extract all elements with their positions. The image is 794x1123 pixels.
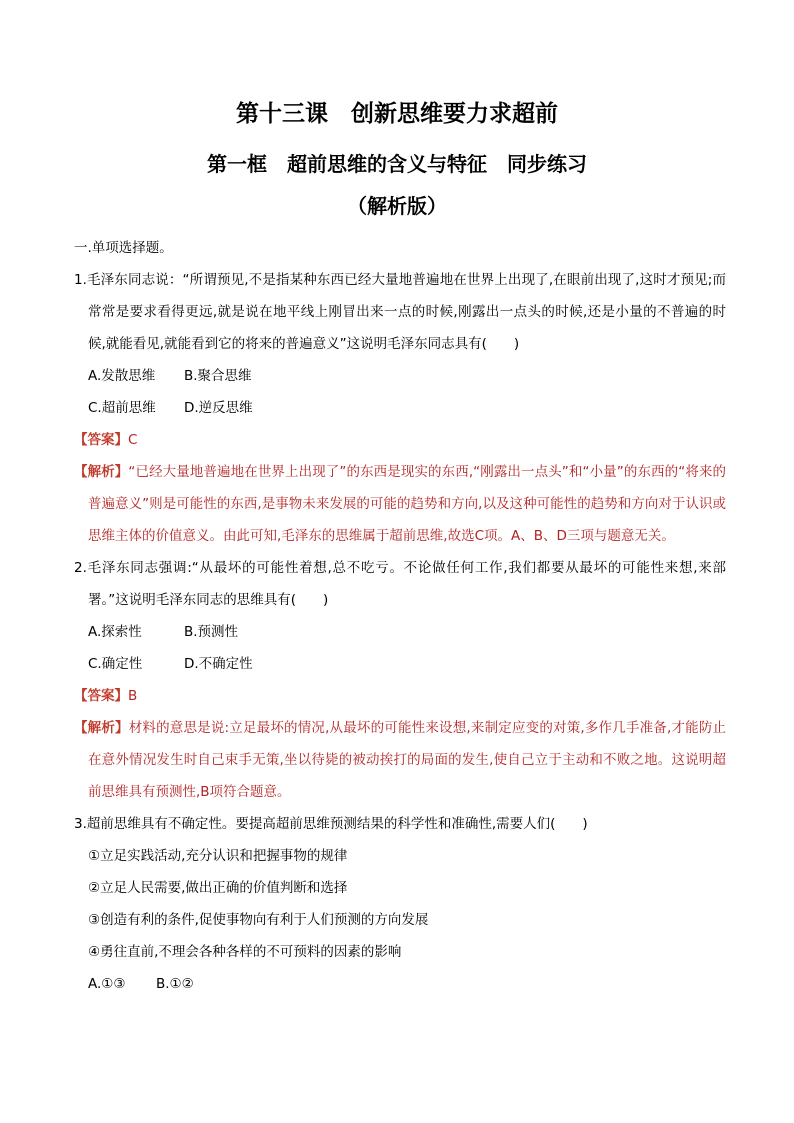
option-d: D.逆反思维 xyxy=(184,400,253,416)
options-row xyxy=(74,968,726,1000)
explanation-text: 材料的意思是说:立足最坏的情况,从最坏的可能性来设想,来制定应变的对策,多作几手准备,才能防止在意外情况发生时自己束手无策,坐以待毙的被动挨打的局面的发生,使自己立于主动和不败之地。这说明超前思维具有预测性,B项符合题意。 xyxy=(88,720,727,800)
option-a: A.①③ xyxy=(88,976,126,992)
answer-value: B xyxy=(128,688,138,704)
question-2 xyxy=(74,552,726,808)
options-row xyxy=(74,648,726,680)
option-b: B.预测性 xyxy=(184,624,239,640)
explanation-label: 【解析】 xyxy=(74,464,129,480)
answer-value: C xyxy=(128,432,138,448)
statement-item: ④勇往直前,不理会各种各样的不可预料的因素的影响 xyxy=(88,944,402,960)
explanation-label: 【解析】 xyxy=(74,720,129,736)
question-3 xyxy=(74,808,726,1000)
question-stem: 3.超前思维具有不确定性。要提高超前思维预测结果的科学性和准确性,需要人们( ) xyxy=(74,816,588,832)
option-d: D.不确定性 xyxy=(184,656,253,672)
options-row xyxy=(74,616,726,648)
statement-item: ③创造有利的条件,促使事物向有利于人们预测的方向发展 xyxy=(88,912,429,928)
option-a: A.探索性 xyxy=(88,624,142,640)
version-label: （解析版） xyxy=(347,194,447,218)
option-b: B.①② xyxy=(156,976,194,992)
option-c: C.确定性 xyxy=(88,656,143,672)
answer-label: 【答案】 xyxy=(74,432,128,448)
explanation xyxy=(74,712,726,808)
section-heading: 一.单项选择题。 xyxy=(74,240,173,256)
options-row xyxy=(74,392,726,424)
statement-item: ②立足人民需要,做出正确的价值判断和选择 xyxy=(88,880,348,896)
option-c: C.超前思维 xyxy=(88,400,156,416)
question-1 xyxy=(74,264,726,552)
question-stem: 2.毛泽东同志强调:“从最坏的可能性着想,总不吃亏。不论做任何工作,我们都要从最坏的可能性来想,来部署。”这说明毛泽东同志的思维具有( ) xyxy=(74,560,726,608)
section-title: 第一框 超前思维的含义与特征 同步练习 xyxy=(207,152,587,176)
explanation xyxy=(74,456,726,552)
answer-line xyxy=(74,680,726,712)
exercise-content xyxy=(74,232,726,1000)
lesson-title: 第十三课 创新思维要力求超前 xyxy=(236,100,558,127)
statement-item: ①立足实践活动,充分认识和把握事物的规律 xyxy=(88,848,348,864)
question-stem: 1.毛泽东同志说：“所谓预见,不是指某种东西已经大量地普遍地在世界上出现了,在眼前出现了,这时才预见;而常常是要求看得更远,就是说在地平线上刚冒出来一点的时候,刚露出一点头的时候,还是小量的不普遍的时候,就能看见,就能看到它的将来的普遍意义”这说明毛泽东同志具有( ) xyxy=(74,272,726,352)
answer-line xyxy=(74,424,726,456)
explanation-text: “已经大量地普遍地在世界上出现了”的东西是现实的东西,“刚露出一点头”和“小量”的东西的“将来的普遍意义”则是可能性的东西,是事物未来发展的可能的趋势和方向,以及这种可能性的趋势和方向对于认识或思维主体的价值意义。由此可知,毛泽东的思维属于超前思维,故选C项。A、B、D三项与题意无关。 xyxy=(88,464,727,544)
answer-label: 【答案】 xyxy=(74,688,128,704)
options-row xyxy=(74,360,726,392)
option-a: A.发散思维 xyxy=(88,368,156,384)
option-b: B.聚合思维 xyxy=(184,368,252,384)
